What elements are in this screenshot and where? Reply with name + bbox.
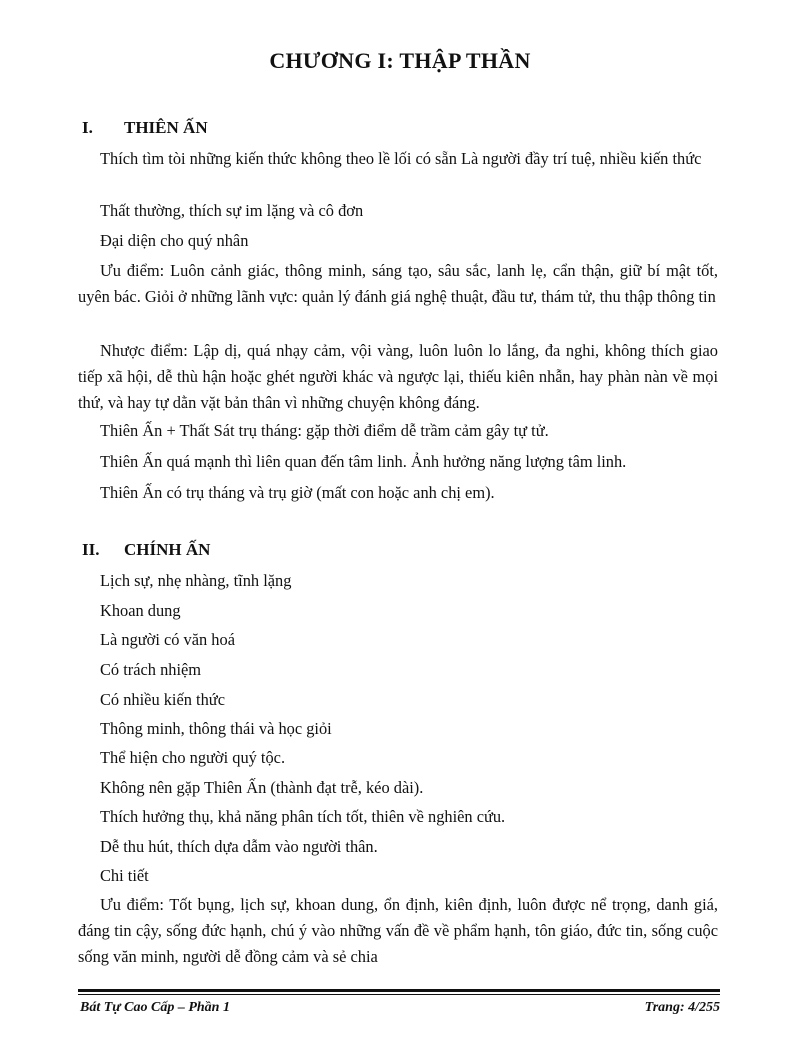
section-title: CHÍNH ẤN: [124, 540, 211, 559]
paragraph: Thích hưởng thụ, khả năng phân tích tốt, thiên về nghiên cứu.: [100, 807, 506, 826]
section-title: THIÊN ẤN: [124, 118, 208, 137]
paragraph: Có nhiều kiến thức: [100, 690, 225, 709]
paragraph: Thiên Ấn quá mạnh thì liên quan đến tâm linh. Ảnh hưởng năng lượng tâm linh.: [100, 452, 627, 471]
footer-page-number: Trang: 4/255: [644, 1000, 720, 1015]
paragraph: Là người có văn hoá: [100, 630, 235, 649]
section-number: I.: [82, 118, 93, 137]
paragraph: Thích tìm tòi những kiến thức không theo lề lối có sẵn Là người đầy trí tuệ, nhiều kiến thức: [100, 149, 702, 168]
paragraph: Lịch sự, nhẹ nhàng, tĩnh lặng: [100, 571, 292, 590]
paragraph: Thể hiện cho người quý tộc.: [100, 748, 286, 767]
page-title: CHƯƠNG I: THẬP THẦN: [269, 48, 531, 73]
paragraph: Không nên gặp Thiên Ấn (thành đạt trễ, kéo dài).: [100, 778, 424, 797]
section-heading-thien-an: [82, 118, 208, 138]
paragraph: Dễ thu hút, thích dựa dẫm vào người thân.: [100, 837, 378, 856]
footer-divider: [78, 994, 720, 995]
paragraph: Ưu điểm: Tốt bụng, lịch sự, khoan dung, ổn định, kiên định, luôn được nể trọng, danh giá, đáng tin cậy, sống đức hạnh, chú ý vào những vấn đề về phẩm hạnh, tôn giáo, đức tin, sống cuộc sống văn minh, người dễ đồng cảm và sẻ chia: [78, 895, 718, 966]
paragraph: Ưu điểm: Luôn cảnh giác, thông minh, sáng tạo, sâu sắc, lanh lẹ, cẩn thận, giữ bí mật tốt, uyên bác. Giỏi ở những lãnh vực: quản lý đánh giá nghệ thuật, đầu tư, thám tử, thu thập thông tin: [78, 261, 718, 306]
paragraph: Thiên Ấn có trụ tháng và trụ giờ (mất con hoặc anh chị em).: [100, 483, 495, 502]
paragraph: Chi tiết: [100, 866, 149, 885]
section-heading-chinh-an: [82, 540, 210, 560]
paragraph: Nhược điểm: Lập dị, quá nhạy cảm, vội vàng, luôn luôn lo lắng, đa nghi, không thích giao tiếp xã hội, dễ thù hận hoặc ghét người khác và ngược lại, thiếu kiên nhẫn, hay phàn nàn về mọi thứ, và hay tự dằn vặt bản thân vì những chuyện không đáng.: [78, 341, 718, 412]
paragraph: Đại diện cho quý nhân: [100, 231, 249, 250]
paragraph: Thông minh, thông thái và học giỏi: [100, 719, 332, 738]
paragraph: Thất thường, thích sự im lặng và cô đơn: [100, 201, 364, 220]
section-number: II.: [82, 540, 100, 559]
paragraph: Khoan dung: [100, 601, 181, 620]
paragraph: Có trách nhiệm: [100, 660, 202, 679]
footer-book-title: Bát Tự Cao Cấp – Phần 1: [80, 1000, 230, 1015]
footer-divider: [78, 989, 720, 992]
paragraph: Thiên Ấn + Thất Sát trụ tháng: gặp thời điểm dễ trầm cảm gây tự tử.: [100, 421, 549, 440]
